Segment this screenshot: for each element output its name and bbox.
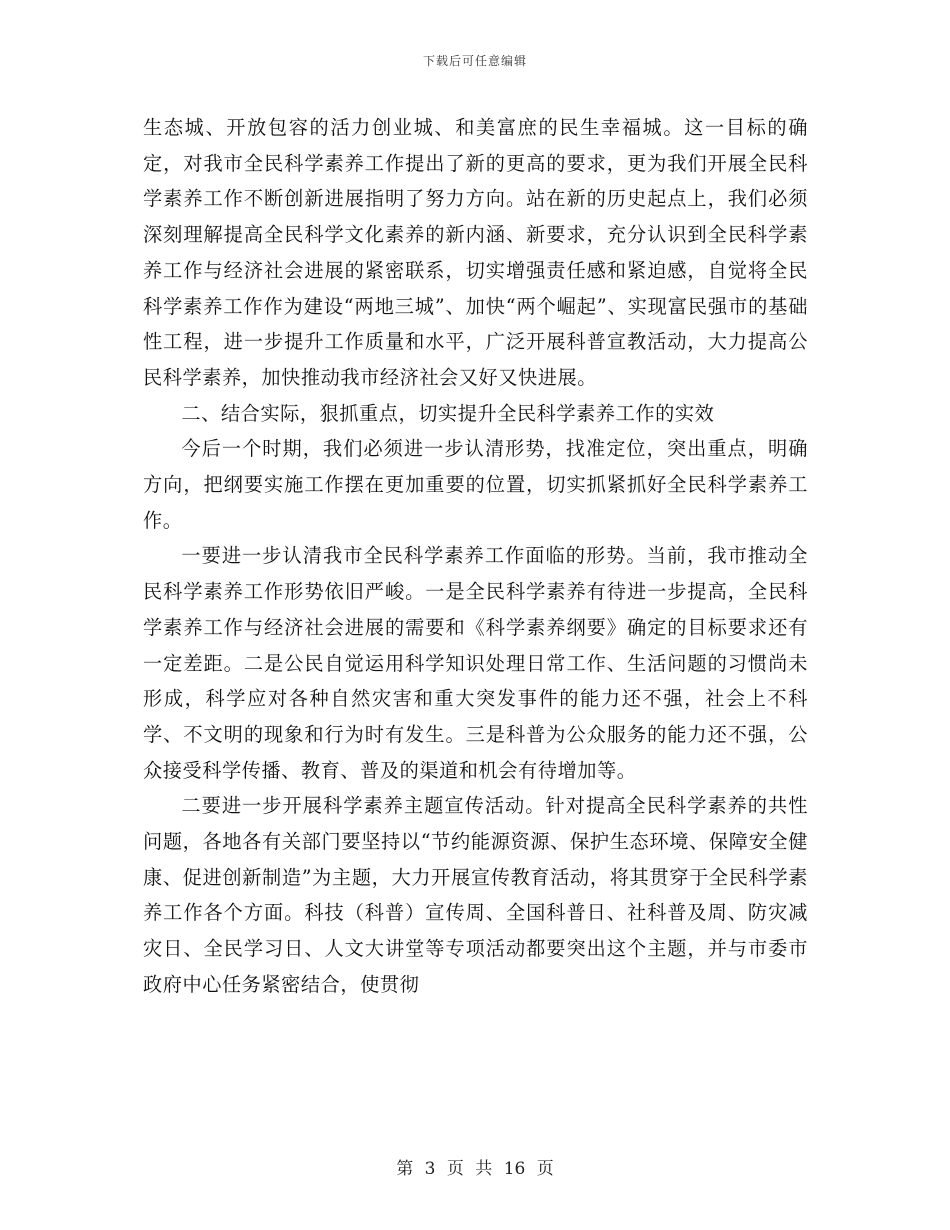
paragraph: 二要进一步开展科学素养主题宣传活动。针对提高全民科学素养的共性问题，各地各有关部门要坚持以“节约能源资源、保护生态环境、保障安全健康、促进创新制造”为主题，大力开展宣传教育活动，将其贯穿于全民科学素养工作各个方面。科技（科普）宣传周、全国科普日、社科普及周、防灾减灾日、全民学习日、人文大讲堂等专项活动都要突出这个主题，并与市委市政府中心任务紧密结合，使贯彻: [143, 794, 808, 996]
page-header-note: 下载后可任意编辑: [422, 54, 527, 68]
section-heading: 二、结合实际，狠抓重点，切实提升全民科学素养工作的实效: [181, 401, 715, 425]
paragraph: 一要进一步认清我市全民科学素养工作面临的形势。当前，我市推动全民科学素养工作形势依旧严峻。一是全民科学素养有待进一步提高，全民科学素养工作与经济社会进展的需要和《科学素养纲要》确定的目标要求还有一定差距。二是公民自觉运用科学知识处理日常工作、生活问题的习惯尚未形成，科学应对各种自然灾害和重大突发事件的能力还不强，社会上不科学、不文明的现象和行为时有发生。三是科普为公众服务的能力还不强，公众接受科学传播、教育、普及的渠道和机会有待增加等。: [143, 544, 808, 782]
paragraph-continuation: 生态城、开放包容的活力创业城、和美富庶的民生幸福城。这一目标的确定，对我市全民科学素养工作提出了新的更高的要求，更为我们开展全民科学素养工作不断创新进展指明了努力方向。站在新的历史起点上，我们必须深刻理解提高全民科学文化素养的新内涵、新要求，充分认识到全民科学素养工作与经济社会进展的紧密联系，切实增强责任感和紧迫感，自觉将全民科学素养工作作为建设“两地三城”、加快“两个崛起”、实现富民强市的基础性工程，进一步提升工作质量和水平，广泛开展科普宣教活动，大力提高公民科学素养，加快推动我市经济社会又好又快进展。: [143, 116, 808, 389]
page-number-footer: 第 3 页 共 16 页: [396, 1159, 554, 1179]
document-body: [143, 110, 808, 1003]
paragraph: 今后一个时期，我们必须进一步认清形势，找准定位，突出重点，明确方向，把纲要实施工作摆在更加重要的位置，切实抓紧抓好全民科学素养工作。: [143, 437, 808, 532]
